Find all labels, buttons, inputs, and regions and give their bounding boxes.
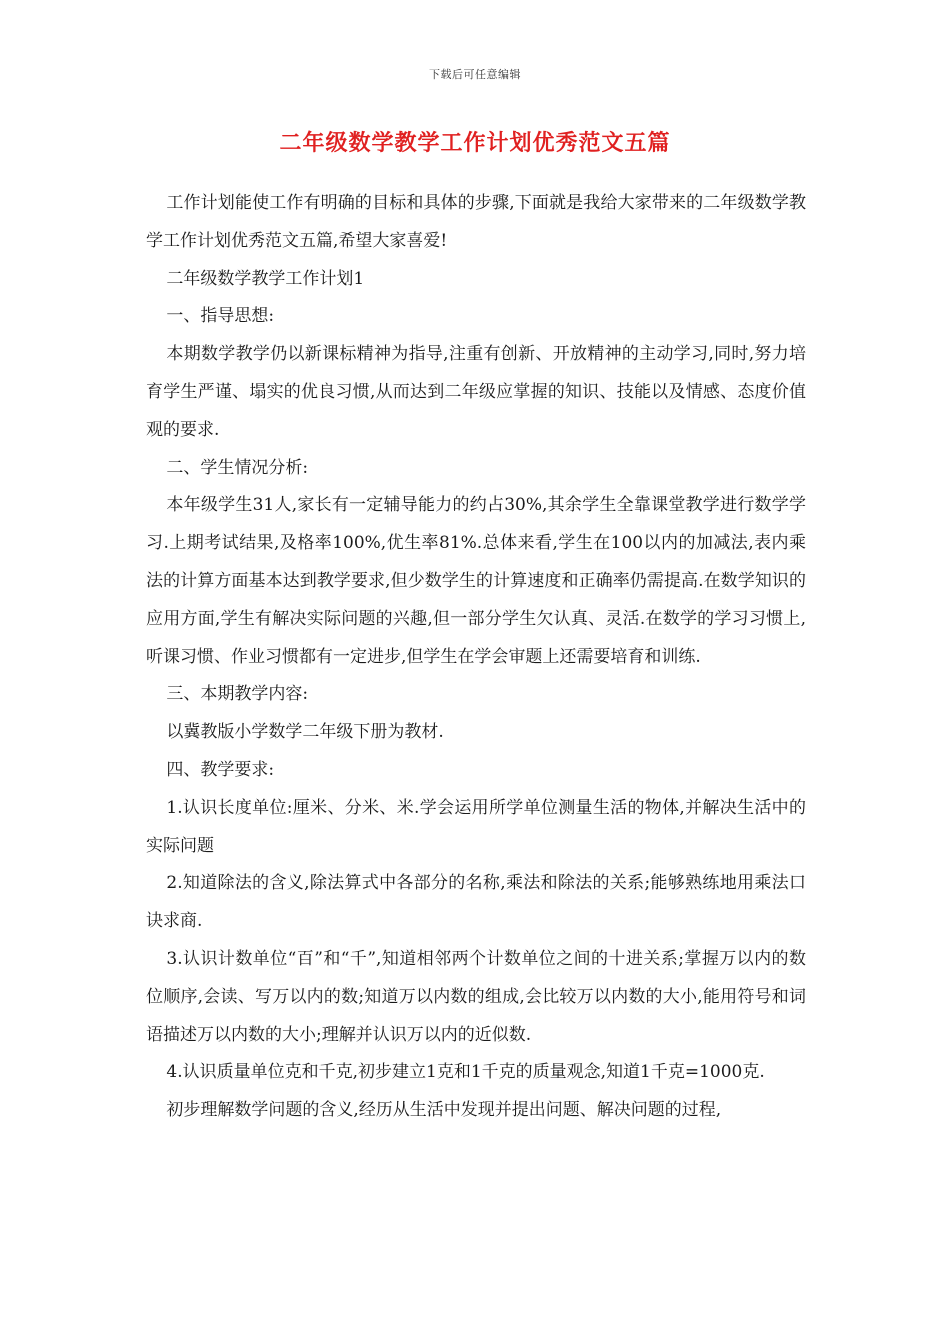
section-heading-plan-1: 二年级数学教学工作计划1 (166, 268, 365, 289)
section-heading-guiding-thought: 一、指导思想: (166, 306, 275, 327)
paragraph-teaching-content: 以冀教版小学数学二年级下册为教材. (166, 722, 444, 743)
section-heading-teaching-requirements: 四、教学要求: (166, 759, 275, 780)
list-item-requirement-2: 2.知道除法的含义,除法算式中各部分的名称,乘法和除法的关系;能够熟练地用乘法口诀求商. (146, 873, 806, 932)
list-item-requirement-4: 4.认识质量单位克和千克,初步建立1克和1千克的质量观念,知道1千克=1000克. (166, 1062, 765, 1083)
paragraph-intro: 工作计划能使工作有明确的目标和具体的步骤,下面就是我给大家带来的二年级数学教学工作计划优秀范文五篇,希望大家喜爱! (146, 193, 806, 251)
list-item-requirement-1: 1.认识长度单位:厘米、分米、米.学会运用所学单位测量生活的物体,并解决生活中的实际问题 (146, 797, 806, 856)
paragraph-student-analysis: 本年级学生31人,家长有一定辅导能力的约占30%,其余学生全靠课堂教学进行数学学习.上期考试结果,及格率100%,优生率81%.总体来看,学生在100以内的加减法,表内乘法的计算方面基本达到教学要求,但少数学生的计算速度和正确率仍需提高.在数学知识的应用方面,学生有解决实际问题的兴趣,但一部分学生欠认真、灵活.在数学的学习习惯上,听课习惯、作业习惯都有一定进步,但学生在学会审题上还需要培育和训练. (146, 495, 806, 667)
document-title: 二年级数学教学工作计划优秀范文五篇 (279, 130, 671, 156)
header-note: 下载后可任意编辑 (429, 68, 521, 81)
paragraph-problem-solving: 初步理解数学问题的含义,经历从生活中发现并提出问题、解决问题的过程, (166, 1100, 722, 1121)
section-heading-teaching-content: 三、本期教学内容: (166, 684, 309, 705)
list-item-requirement-3: 3.认识计数单位“百”和“千”,知道相邻两个计数单位之间的十进关系;掌握万以内的数位顺序,会读、写万以内的数;知道万以内数的组成,会比较万以内数的大小,能用符号和词语描述万以内数的大小;理解并认识万以内的近似数. (146, 948, 806, 1045)
document-body (146, 185, 806, 1130)
paragraph-guiding-thought: 本期数学教学仍以新课标精神为指导,注重有创新、开放精神的主动学习,同时,努力培育学生严谨、塌实的优良习惯,从而达到二年级应掌握的知识、技能以及情感、态度价值观的要求. (146, 344, 806, 440)
section-heading-student-analysis: 二、学生情况分析: (166, 457, 309, 478)
